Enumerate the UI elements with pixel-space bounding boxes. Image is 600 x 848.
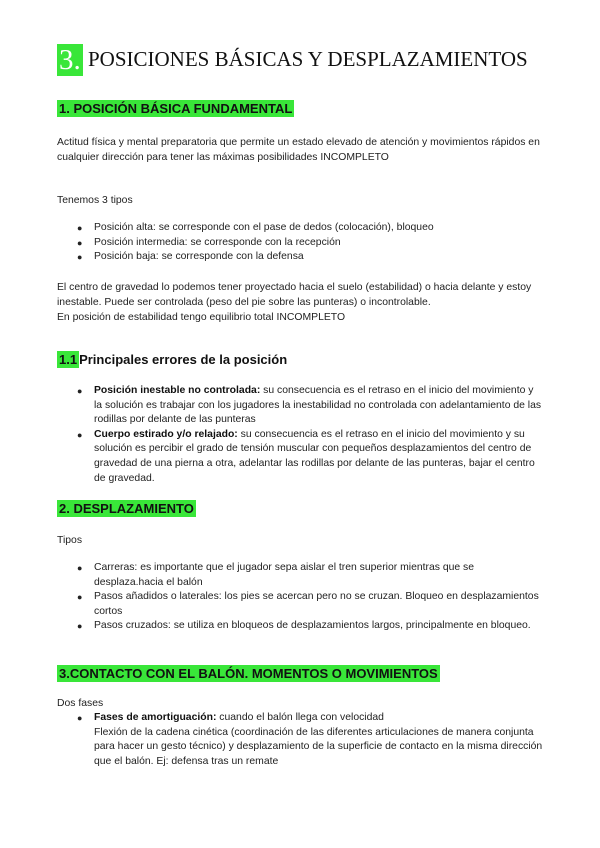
- section-3-label: Dos fases: [57, 698, 104, 709]
- list-item: [74, 619, 544, 634]
- section-1-heading-text: 1. POSICIÓN BÁSICA FUNDAMENTAL: [59, 101, 293, 116]
- section-2-label: Tipos: [57, 535, 83, 546]
- error-text: su consecuencia es el retraso en el inicio del movimiento y la solución es trabajar con los jugadores la inestabilidad no controlada con adelantamiento de las rodillas por delante de las punteras: [94, 385, 542, 426]
- phase-text: cuando el balón llega con velocidad: [216, 712, 384, 723]
- section-2-heading-text: 2. DESPLAZAMIENTO: [59, 501, 194, 516]
- section-1-heading: [57, 101, 294, 116]
- errors-list: [74, 384, 544, 486]
- list-item-text: Carreras: es importante que el jugador sepa aislar el tren superior mientras que se desplaza.hacia el balón: [94, 562, 475, 588]
- section-2-heading: [57, 501, 196, 516]
- bullet-icon: ●: [77, 223, 83, 233]
- section-1-1-heading-text: Principales errores de la posición: [79, 352, 288, 367]
- phase-title: Fases de amortiguación:: [94, 712, 217, 723]
- list-item-text: Posición alta: se corresponde con el pase de dedos (colocación), bloqueo: [94, 222, 434, 233]
- list-item: [74, 250, 544, 265]
- list-item: [74, 428, 544, 486]
- displacement-list: [74, 561, 544, 634]
- title-text: POSICIONES BÁSICAS Y DESPLAZAMIENTOS: [88, 47, 528, 71]
- bullet-icon: ●: [77, 386, 83, 396]
- gravity-paragraph: El centro de gravedad lo podemos tener proyectado hacia el suelo (estabilidad) o hacia delante y estoy inestable. Puede ser controlada (peso del pie sobre las punteras) o incontrolable.: [57, 282, 532, 308]
- list-item-text: Pasos añadidos o laterales: los pies se acercan pero no se cruzan. Bloqueo en desplazamientos cortos: [94, 591, 539, 617]
- bullet-icon: ●: [77, 429, 83, 440]
- page-title: [57, 44, 528, 77]
- list-item: [74, 221, 544, 236]
- title-number: 3.: [59, 44, 81, 76]
- list-item: [74, 236, 544, 251]
- bullet-icon: ●: [77, 252, 83, 263]
- bullet-icon: ●: [77, 621, 83, 632]
- bullet-icon: ●: [77, 592, 83, 603]
- error-title: Posición inestable no controlada:: [94, 385, 261, 396]
- list-item-text: Pasos cruzados: se utiliza en bloqueos de desplazamientos largos, principalmente en bloqueo.: [94, 620, 531, 632]
- bullet-icon: ●: [77, 713, 83, 723]
- bullet-icon: ●: [77, 563, 83, 573]
- types-label: Tenemos 3 tipos: [57, 195, 133, 206]
- stability-paragraph: En posición de estabilidad tengo equilibrio total INCOMPLETO: [57, 312, 346, 323]
- phase-detail: Flexión de la cadena cinética (coordinación de las diferentes articulaciones de manera conjunta para hacer un gesto técnico) y desplazamiento de la superficie de contacto en la misma dirección que el balón. Ej: defensa tras un remate: [94, 726, 543, 767]
- error-text: su consecuencia es el retraso en el inicio del movimiento y su solución es percibir el grado de tensión muscular con pequeños desplazamientos del centro de gravedad de una pierna a otra, adelantar las rodillas por delante de las punteras, bajar el centro de gravedad.: [94, 428, 535, 484]
- section-3-heading: [57, 666, 440, 681]
- list-item-text: Posición baja: se corresponde con la defensa: [94, 251, 304, 263]
- section-3-heading-text: 3.CONTACTO CON EL BALÓN. MOMENTOS O MOVIMIENTOS: [59, 666, 438, 681]
- list-item: [74, 711, 544, 769]
- section-1-intro: Actitud física y mental preparatoria que permite un estado elevado de atención y movimientos rápidos en cualquier dirección para tener las máximas posibilidades INCOMPLETO: [57, 137, 540, 163]
- section-1-1-number: 1.1: [59, 352, 78, 367]
- list-item: [74, 561, 544, 590]
- list-item: [74, 590, 544, 619]
- list-item: [74, 384, 544, 428]
- error-title: Cuerpo estirado y/o relajado:: [94, 428, 238, 440]
- phases-list: [74, 711, 544, 769]
- list-item-text: Posición intermedia: se corresponde con la recepción: [94, 236, 341, 248]
- position-types-list: [74, 221, 544, 265]
- bullet-icon: ●: [77, 237, 83, 248]
- section-1-1-heading: [57, 352, 287, 367]
